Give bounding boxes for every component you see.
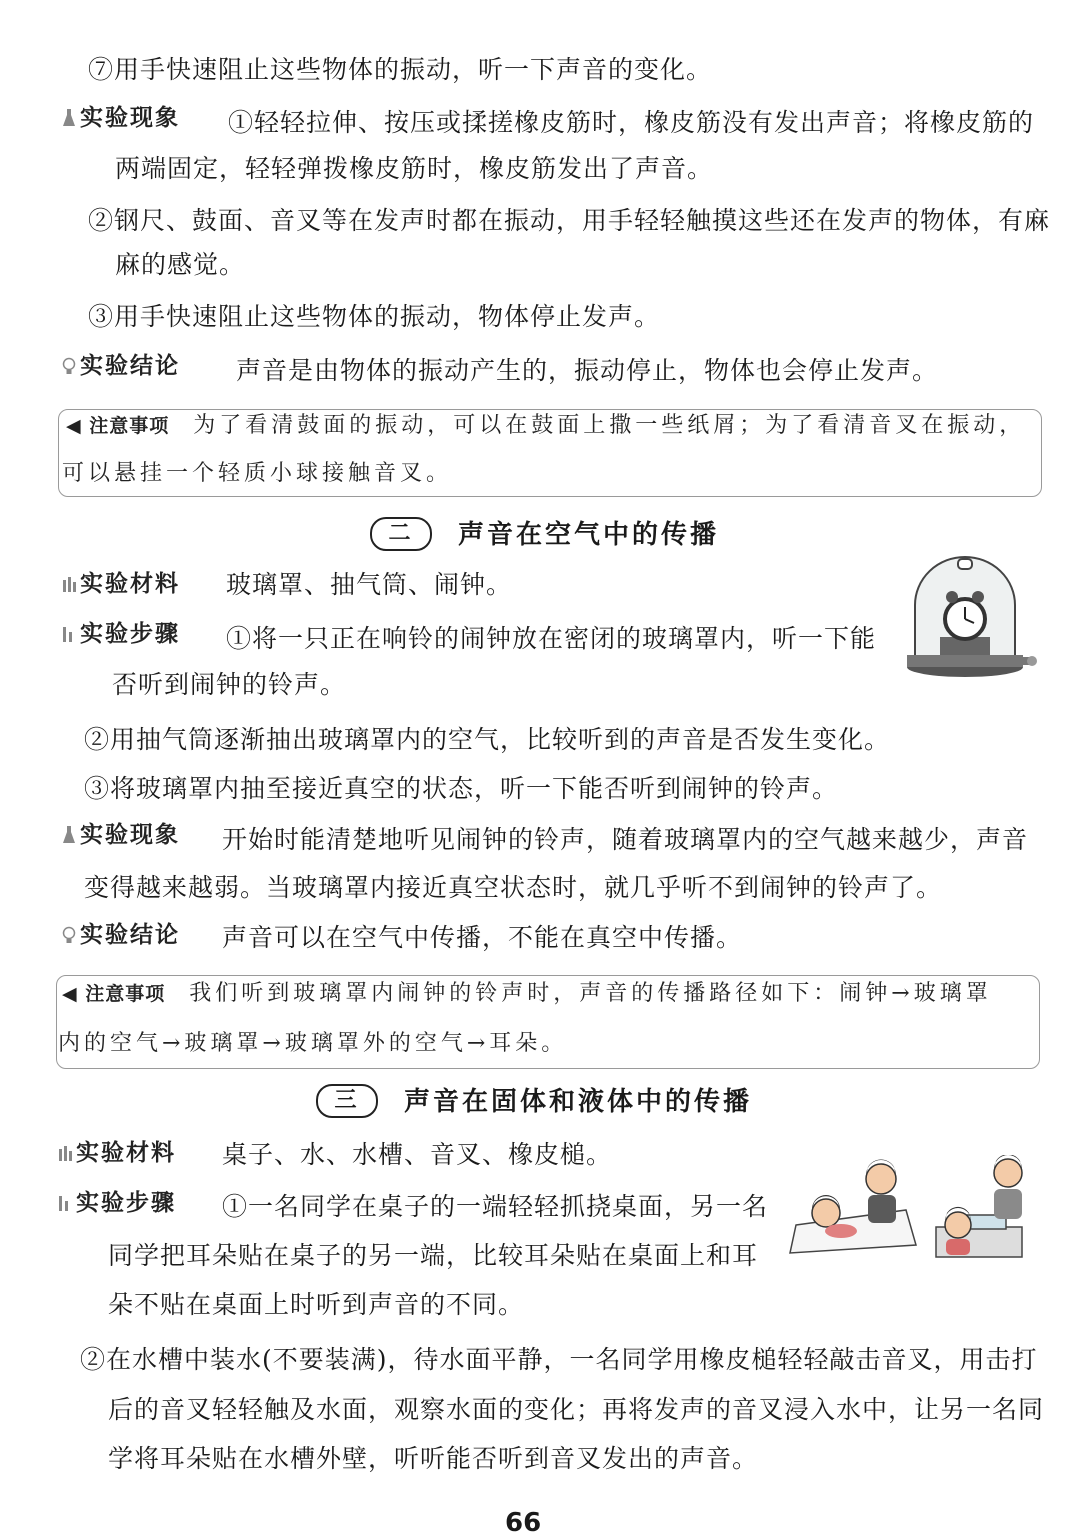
flask-icon <box>62 820 76 840</box>
steps-icon <box>58 1188 72 1208</box>
megaphone-icon: ◀ <box>62 983 78 1005</box>
step3-1c: 朵不贴在桌面上时听到声音的不同。 <box>108 1290 525 1319</box>
steps-heading-3: 实验步骤 <box>58 1185 176 1221</box>
phenomenon-2a: ②钢尺、鼓面、音叉等在发声时都在振动，用手轻轻触摸这些还在发声的物体，有麻 <box>88 206 1051 235</box>
conclusion-text: 声音是由物体的振动产生的，振动停止，物体也会停止发声。 <box>236 356 939 385</box>
bell-jar-alarm-clock-illustration <box>900 555 1040 690</box>
materials-icon <box>58 1138 72 1158</box>
step3-2a: ②在水槽中装水(不要装满)，待水面平静，一名同学用橡皮槌轻轻敲击音叉，用击打 <box>80 1345 1038 1374</box>
conclusion-heading-2: 实验结论 <box>62 917 180 953</box>
materials-heading-2: 实验材料 <box>62 566 180 602</box>
materials-heading-3: 实验材料 <box>58 1135 176 1171</box>
step3-2c: 学将耳朵贴在水槽外壁，听听能否听到音叉发出的声音。 <box>108 1444 759 1473</box>
phenomenon-3: ③用手快速阻止这些物体的振动，物体停止发声。 <box>88 302 661 331</box>
phenomenon-1b: 两端固定，轻轻弹拨橡皮筋时，橡皮筋发出了声音。 <box>115 154 714 183</box>
step2-1b: 否听到闹钟的铃声。 <box>112 670 347 699</box>
phenomenon2-a: 开始时能清楚地听见闹钟的铃声，随着玻璃罩内的空气越来越少，声音 <box>222 825 1029 854</box>
phenomenon-heading-2: 实验现象 <box>62 817 180 853</box>
page-number: 66 <box>505 1508 542 1538</box>
conclusion-heading: 实验结论 <box>62 348 180 384</box>
section-2-title: 二 声音在空气中的传播 <box>370 515 719 555</box>
phenomenon2-b: 变得越来越弱。当玻璃罩内接近真空状态时，就几乎听不到闹钟的铃声了。 <box>84 873 943 902</box>
note-2a: ◀ 注意事项 我们听到玻璃罩内闹钟的铃声时，声音的传播路径如下：闹钟→玻璃罩 <box>62 981 992 1006</box>
steps-heading-2: 实验步骤 <box>62 616 180 652</box>
step3-1b: 同学把耳朵贴在桌子的另一端，比较耳朵贴在桌面上和耳 <box>108 1241 759 1270</box>
note-1b: 可以悬挂一个轻质小球接触音叉。 <box>62 461 453 486</box>
materials-icon <box>62 569 76 589</box>
step3-1a: ①一名同学在桌子的一端轻轻抓挠桌面，另一名 <box>222 1192 769 1221</box>
materials-2: 玻璃罩、抽气筒、闹钟。 <box>226 570 513 599</box>
phenomenon-2b: 麻的感觉。 <box>115 250 246 279</box>
step3-2b: 后的音叉轻轻触及水面，观察水面的变化；再将发声的音叉浸入水中，让另一名同 <box>108 1395 1045 1424</box>
step-7: ⑦用手快速阻止这些物体的振动，听一下声音的变化。 <box>88 55 713 84</box>
steps-icon <box>62 619 76 639</box>
step2-1a: ①将一只正在响铃的闹钟放在密闭的玻璃罩内，听一下能 <box>226 624 877 653</box>
conclusion-2: 声音可以在空气中传播，不能在真空中传播。 <box>222 923 743 952</box>
phenomenon-1a: ①轻轻拉伸、按压或揉搓橡皮筋时，橡皮筋没有发出声音；将橡皮筋的 <box>228 108 1035 137</box>
lightbulb-icon <box>62 351 76 371</box>
phenomenon-heading: 实验现象 <box>62 100 180 136</box>
section-2-number: 二 <box>370 517 432 551</box>
note-2b: 内的空气→玻璃罩→玻璃罩外的空气→耳朵。 <box>58 1031 568 1056</box>
note-1a: ◀ 注意事项 为了看清鼓面的振动，可以在鼓面上撒一些纸屑；为了看清音叉在振动， <box>66 413 1026 438</box>
children-table-illustration <box>786 1155 1036 1260</box>
lightbulb-icon <box>62 920 76 940</box>
step2-3: ③将玻璃罩内抽至接近真空的状态，听一下能否听到闹钟的铃声。 <box>84 774 839 803</box>
section-3-number: 三 <box>316 1084 378 1118</box>
materials-3: 桌子、水、水槽、音叉、橡皮槌。 <box>222 1140 613 1169</box>
section-3-title: 三 声音在固体和液体中的传播 <box>316 1082 752 1122</box>
flask-icon <box>62 103 76 123</box>
megaphone-icon: ◀ <box>66 415 82 437</box>
step2-2: ②用抽气筒逐渐抽出玻璃罩内的空气，比较听到的声音是否发生变化。 <box>84 725 891 754</box>
